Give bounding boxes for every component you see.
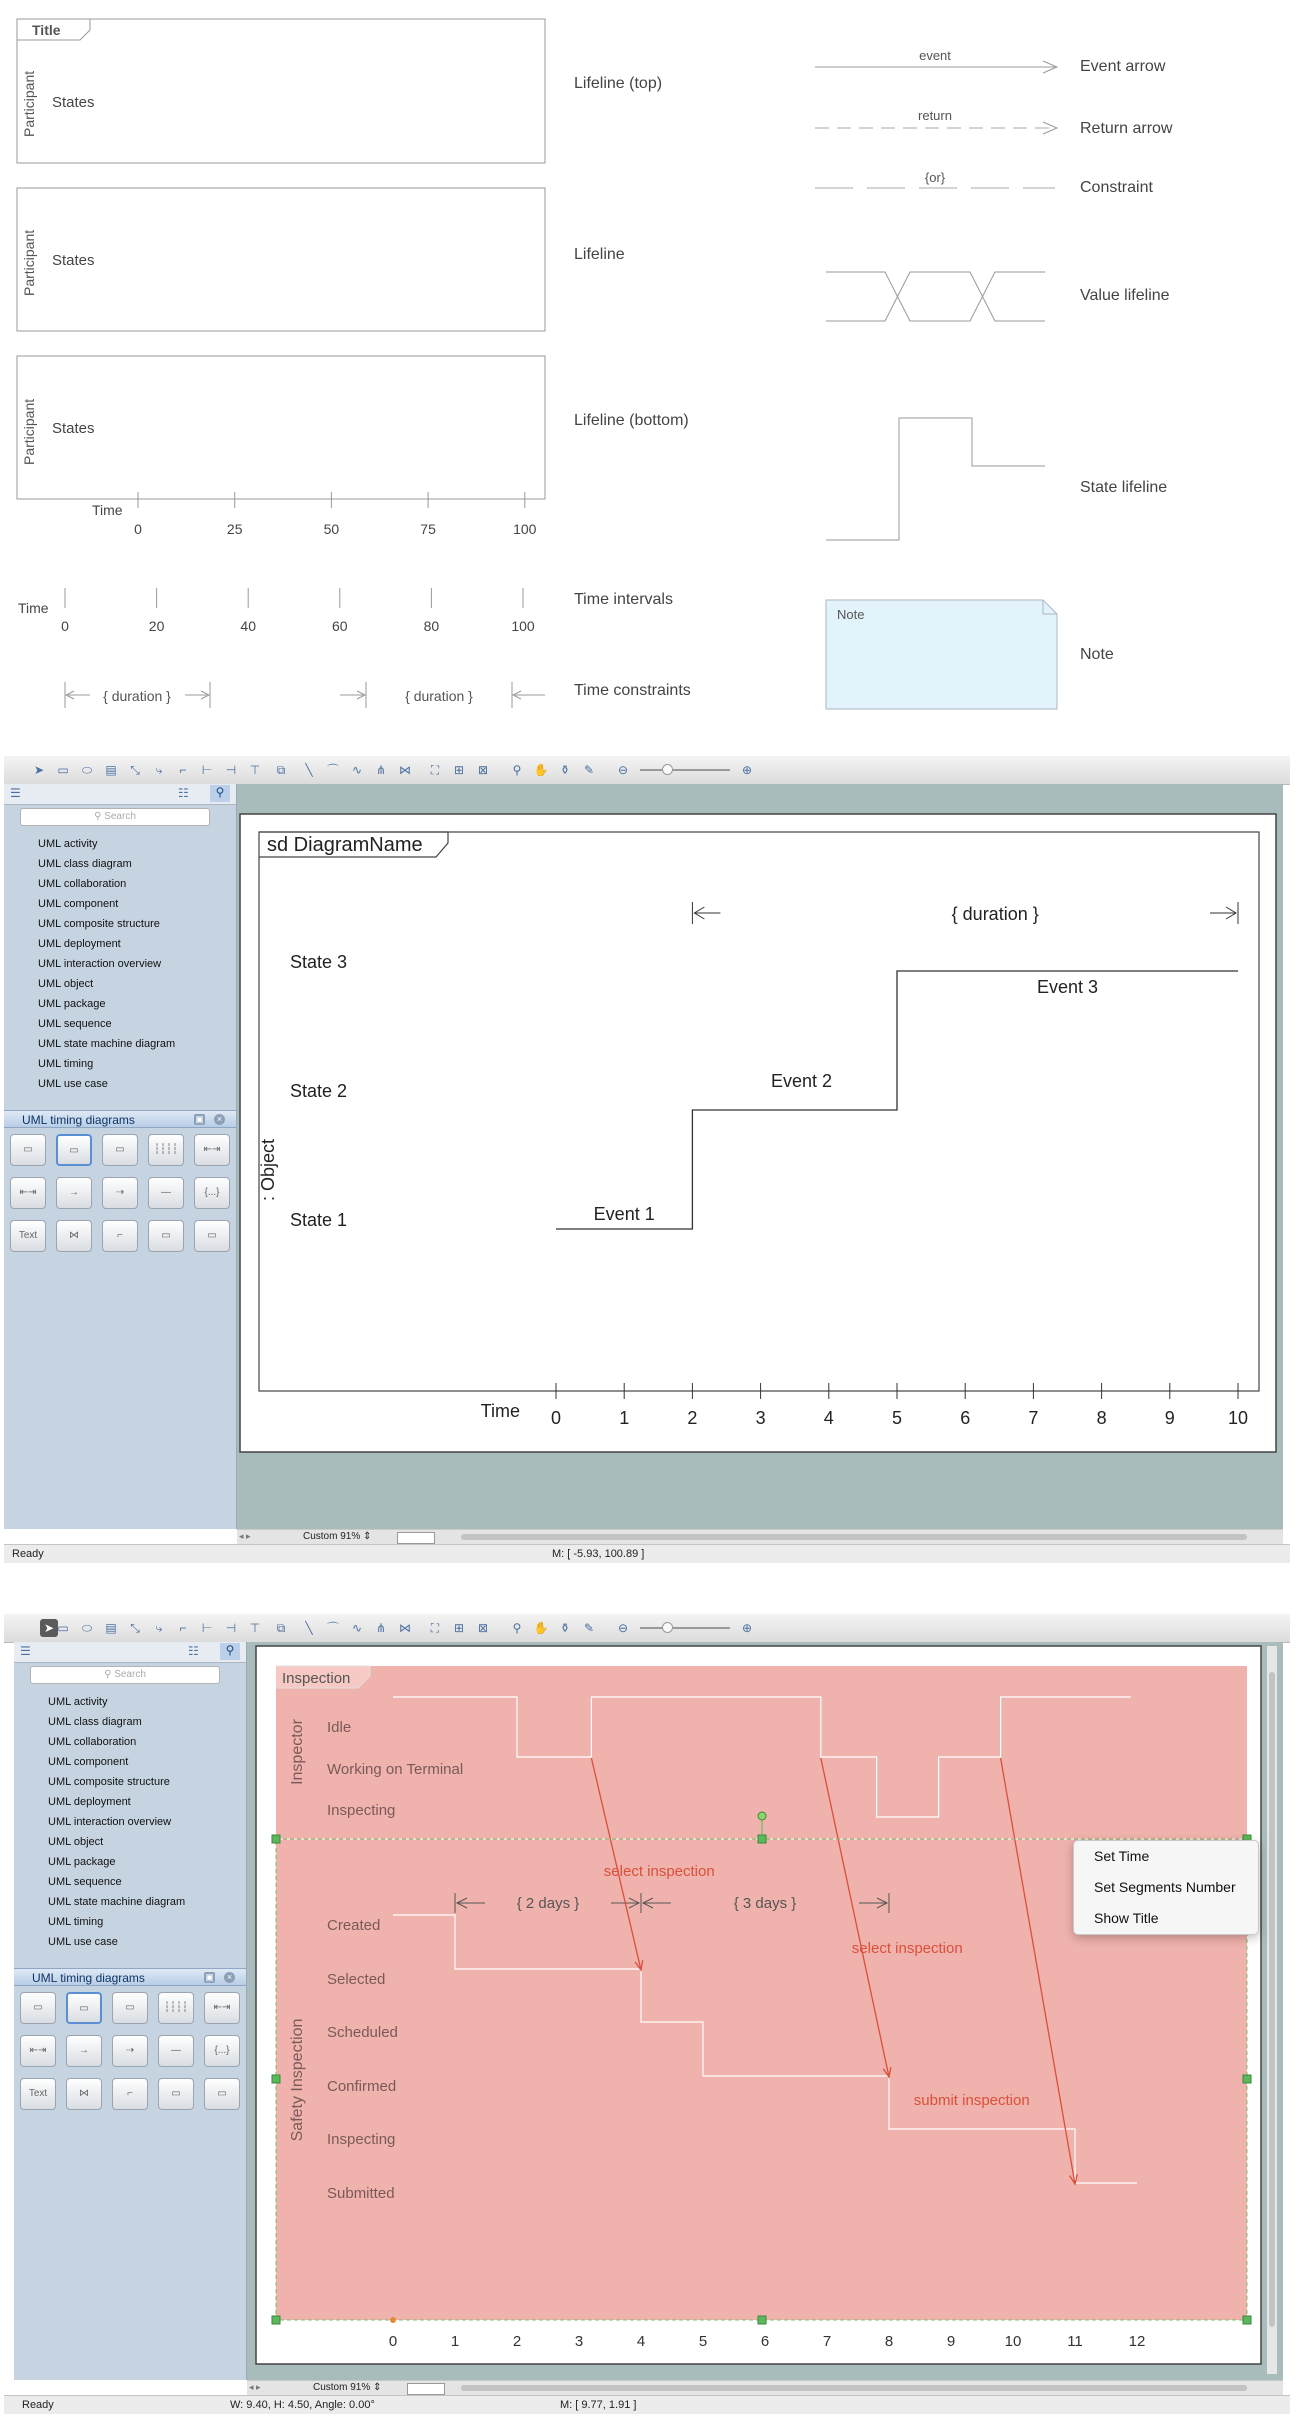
message-label: select inspection <box>851 1940 963 1957</box>
library-item[interactable]: UML class diagram <box>48 1716 142 1728</box>
lifeline-bottom-shape[interactable]: ▭ <box>112 1992 148 2024</box>
safety-state-label: Inspecting <box>327 2131 396 2148</box>
scroll-left-icon[interactable]: ◂ ▸ <box>249 2382 261 2392</box>
toolbar <box>4 756 1290 785</box>
tick-label: 10 <box>1227 1408 1249 1428</box>
duration-shape[interactable]: ⇤⇥ <box>20 2035 56 2067</box>
tick-label: 40 <box>240 618 256 634</box>
timing-frame-shape[interactable]: ▭ <box>20 1992 56 2024</box>
diagram-canvas[interactable] <box>247 1642 1283 2380</box>
library-item[interactable]: UML composite structure <box>38 918 160 930</box>
divider-shape[interactable]: — <box>158 2035 194 2067</box>
event-text: event <box>919 48 951 63</box>
tick-label: 4 <box>823 1408 834 1428</box>
library-item[interactable]: UML package <box>38 998 106 1010</box>
canvas-area <box>237 784 1283 1529</box>
tick-label: 2 <box>687 1408 698 1428</box>
library-item[interactable]: UML use case <box>38 1078 108 1090</box>
return-arrow-shape[interactable]: ⇢ <box>102 1177 138 1209</box>
zoom-selection-icon[interactable]: ⊞ <box>453 763 465 777</box>
search-tab-icon[interactable]: ⚲ <box>220 1643 240 1660</box>
mouse-coords: M: [ -5.93, 100.89 ] <box>552 1548 645 1560</box>
library-item[interactable]: UML activity <box>38 838 98 850</box>
library-item[interactable]: UML component <box>48 1756 129 1768</box>
participant-label: Participant <box>21 229 37 296</box>
constraint-label: Constraint <box>1080 179 1153 196</box>
library-item[interactable]: UML sequence <box>48 1876 122 1888</box>
pointer-icon[interactable]: ➤ <box>33 763 45 777</box>
tick-label: 0 <box>388 2333 398 2350</box>
brace-shape-label: {...} <box>214 2045 230 2056</box>
note-shape[interactable]: ▭ <box>158 2078 194 2110</box>
library-item[interactable]: UML class diagram <box>38 858 132 870</box>
ellipse-icon[interactable]: ⬭ <box>81 763 93 777</box>
library-item[interactable]: UML interaction overview <box>38 958 162 970</box>
resize-handle[interactable] <box>272 2075 280 2083</box>
time-constraints-label: Time constraints <box>574 682 691 699</box>
tree-connector-3-icon[interactable]: ⊤ <box>249 1621 261 1635</box>
stamp-icon[interactable]: ⚱ <box>559 763 571 777</box>
tick-label: 0 <box>134 521 142 537</box>
time-constraint-shape[interactable]: ⇤⇥ <box>194 1134 230 1166</box>
tick-label: 5 <box>891 1408 903 1428</box>
insert-icon[interactable]: ⧉ <box>276 763 286 777</box>
time-constraint-shape[interactable]: ⇤⇥ <box>204 1992 240 2024</box>
canvas-area <box>247 1642 1283 2380</box>
duration-label: { 3 days } <box>733 1895 797 1912</box>
eyedropper-icon[interactable]: ✎ <box>583 763 595 777</box>
tick-label: 1 <box>619 1408 630 1428</box>
or-text: {or} <box>924 170 946 185</box>
sidebar-tabs <box>14 1642 246 1663</box>
show-title-menu-item[interactable]: Show Title <box>1094 1910 1159 1926</box>
state-label: State 3 <box>290 952 348 972</box>
close-section-icon[interactable]: × <box>214 1114 225 1125</box>
frame-title: Title <box>32 22 61 38</box>
safety-state-label: Selected <box>327 1971 386 1988</box>
section-header[interactable] <box>14 1968 246 1986</box>
search-input[interactable] <box>30 1666 220 1684</box>
library-item[interactable]: UML timing <box>48 1916 104 1928</box>
return-text: return <box>918 108 952 123</box>
page-navigator[interactable] <box>407 2383 445 2395</box>
diagram-canvas[interactable] <box>237 784 1283 1529</box>
states-label: States <box>52 94 95 111</box>
status-bar <box>4 1544 1290 1563</box>
tick-label: 11 <box>1067 2333 1083 2350</box>
event-arrow-label: Event arrow <box>1080 58 1166 75</box>
page-navigator[interactable] <box>397 1532 435 1544</box>
value-lifeline-shape[interactable]: ⋈ <box>66 2078 102 2110</box>
text-shape[interactable] <box>10 1220 46 1252</box>
note-shape[interactable]: ▭ <box>148 1220 184 1252</box>
constraint-shape[interactable] <box>204 2035 240 2067</box>
lifeline-top-label: Lifeline (top) <box>574 75 663 92</box>
library-item[interactable]: UML state machine diagram <box>48 1896 186 1908</box>
tick-label: 0 <box>61 618 69 634</box>
zoom-select[interactable]: Custom 91% ⇕ <box>313 2382 382 2393</box>
pointer-icon[interactable]: ➤ <box>40 1619 58 1637</box>
save-section-icon[interactable]: ▣ <box>205 1972 214 1982</box>
tick-label: 3 <box>755 1408 766 1428</box>
line-icon[interactable]: ╲ <box>305 1621 313 1635</box>
states-label: States <box>52 252 95 269</box>
insert-icon[interactable]: ⧉ <box>276 1621 286 1635</box>
library-item[interactable]: UML activity <box>48 1696 108 1708</box>
return-arrow-shape[interactable]: ⇢ <box>112 2035 148 2067</box>
tick-label: 8 <box>1096 1408 1107 1428</box>
timing-frame-shape[interactable]: ▭ <box>10 1134 46 1166</box>
zoom-fit-icon[interactable]: ⛶ <box>430 1621 440 1635</box>
duration-label: { duration } <box>103 688 171 704</box>
zoom-value: Custom 91% <box>303 1531 361 1542</box>
safety-state-label: Submitted <box>327 2185 395 2202</box>
bezier-icon[interactable]: ∿ <box>351 763 363 777</box>
time-label: Time <box>18 600 49 616</box>
tick-label: 5 <box>698 2333 708 2350</box>
duration-label: { 2 days } <box>516 1895 580 1912</box>
tree-connector-icon[interactable]: ⊢ <box>201 1621 213 1635</box>
message-label: select inspection <box>603 1863 715 1880</box>
zoom-slider-knob[interactable] <box>662 1622 673 1633</box>
sidebar <box>14 1642 247 2380</box>
section-title: UML timing diagrams <box>22 1113 135 1127</box>
curved-connector-icon[interactable]: ⤷ <box>155 1621 163 1635</box>
status-text: Ready <box>12 1548 44 1560</box>
inspector-state-label: Inspecting <box>327 1802 396 1819</box>
frame-shape[interactable]: ▭ <box>194 1220 230 1252</box>
resize-handle[interactable] <box>1243 2316 1251 2324</box>
library-item[interactable]: UML collaboration <box>38 878 127 890</box>
inspector-lane-label: Inspector <box>289 1719 306 1785</box>
context-menu <box>1073 1840 1259 1935</box>
tick-label: 80 <box>423 618 440 634</box>
note-label: Note <box>1080 646 1114 663</box>
tick-label: 20 <box>148 618 165 634</box>
inspector-state-label: Working on Terminal <box>327 1761 464 1778</box>
horizontal-scrollbar[interactable] <box>247 2380 1283 2395</box>
vertical-scroll-thumb[interactable] <box>1269 1672 1275 2327</box>
tick-label: 50 <box>323 521 340 537</box>
tick-label: 6 <box>960 1408 971 1428</box>
size-info: W: 9.40, H: 4.50, Angle: 0.00° <box>230 2399 375 2411</box>
zoom-fit-icon[interactable]: ⛶ <box>430 763 440 777</box>
text-shape-label: Text <box>28 2088 48 2099</box>
event-label: Event 2 <box>770 1071 833 1091</box>
tick-label: 6 <box>760 2333 770 2350</box>
inspection-title: Inspection <box>282 1670 351 1687</box>
duration-shape[interactable]: ⇤⇥ <box>10 1177 46 1209</box>
sidebar <box>4 784 237 1529</box>
connector-icon[interactable]: ⤡ <box>130 1621 140 1635</box>
search-placeholder: Search <box>104 811 136 822</box>
tree-connector-3-icon[interactable]: ⊤ <box>249 763 261 777</box>
duration-label: { duration } <box>951 904 1039 924</box>
interval-ticks <box>61 588 535 634</box>
resize-handle[interactable] <box>758 2316 766 2324</box>
tree-connector-2-icon[interactable]: ⊣ <box>225 1621 237 1635</box>
split-icon[interactable]: ⋈ <box>399 1621 411 1635</box>
tick-label: 60 <box>332 618 348 634</box>
tick-label: 1 <box>450 2333 460 2350</box>
return-arrow-label: Return arrow <box>1080 120 1173 137</box>
library-list <box>4 834 236 1094</box>
state-label: State 1 <box>290 1210 348 1230</box>
event-arrow-shape[interactable]: → <box>66 2035 102 2067</box>
tick-label: 9 <box>946 2333 956 2350</box>
app-window-1 <box>4 756 1290 1562</box>
library-item[interactable]: UML state machine diagram <box>38 1038 176 1050</box>
search-icon: ⚲ <box>94 811 105 822</box>
magnifier-icon[interactable]: ⚲ <box>512 763 522 777</box>
smart-connector-icon[interactable]: ⋔ <box>375 763 387 777</box>
resize-handle[interactable] <box>1243 2075 1251 2083</box>
tick-label: 10 <box>1004 2333 1022 2350</box>
status-bar <box>4 2395 1290 2414</box>
time-intervals-shape[interactable]: ┆┆┆┆ <box>148 1134 184 1166</box>
sd-frame-title: sd DiagramName <box>267 834 423 856</box>
state-lifeline-shape[interactable]: ⌐ <box>102 1220 138 1252</box>
connector-icon[interactable]: ⤡ <box>130 763 140 777</box>
horizontal-scrollbar[interactable] <box>237 1529 1283 1544</box>
resize-handle[interactable] <box>272 2316 280 2324</box>
scroll-thumb[interactable] <box>461 1534 1247 1540</box>
divider-shape[interactable]: — <box>148 1177 184 1209</box>
save-section-icon[interactable]: ▣ <box>195 1114 204 1124</box>
safety-state-label: Created <box>327 1917 381 1934</box>
zoom-select[interactable]: Custom 91% ⇕ <box>303 1531 372 1542</box>
rectangle-icon[interactable]: ▭ <box>57 763 69 777</box>
stamp-icon[interactable]: ⚱ <box>559 1621 571 1635</box>
lifeline-label: Lifeline <box>574 246 625 263</box>
library-item[interactable]: UML package <box>48 1856 116 1868</box>
event-label: Event 3 <box>1036 977 1099 997</box>
tick-label: 0 <box>550 1408 562 1428</box>
page <box>240 814 1276 1452</box>
curved-connector-icon[interactable]: ⤷ <box>155 763 163 777</box>
resize-handle[interactable] <box>272 1835 280 1843</box>
section-header[interactable] <box>4 1110 236 1128</box>
control-point[interactable] <box>390 2317 396 2323</box>
ellipse-icon[interactable]: ⬭ <box>81 1621 93 1635</box>
constraint-shape <box>815 170 1055 188</box>
rotate-handle[interactable] <box>758 1812 766 1820</box>
frame-lifeline-bottom <box>17 356 545 537</box>
lifeline-top-shape[interactable]: ▭ <box>56 1134 92 1166</box>
value-lifeline-shape[interactable]: ⋈ <box>56 1220 92 1252</box>
library-item[interactable]: UML component <box>38 898 119 910</box>
zoom-slider-knob[interactable] <box>662 764 673 775</box>
mouse-coords: M: [ 9.77, 1.91 ] <box>560 2399 637 2411</box>
zoom-page-icon[interactable]: ⊠ <box>477 1621 489 1635</box>
status-text: Ready <box>22 2399 54 2411</box>
participant-label: Participant <box>21 398 37 465</box>
time-intervals-shape[interactable]: ┆┆┆┆ <box>158 1992 194 2024</box>
sidebar-tabs <box>4 784 236 805</box>
library-item[interactable]: UML composite structure <box>48 1776 170 1788</box>
library-item[interactable]: UML deployment <box>38 938 121 950</box>
search-placeholder: Search <box>114 1669 146 1680</box>
text-shape-label: Text <box>18 1230 38 1241</box>
lifeline-bottom-shape[interactable]: ▭ <box>102 1134 138 1166</box>
library-item[interactable]: UML use case <box>48 1936 118 1948</box>
brace-shape-label: {...} <box>204 1187 220 1198</box>
tree-view-icon[interactable]: ☰ <box>20 1644 31 1658</box>
table-icon[interactable]: ▤ <box>105 1621 117 1635</box>
tick-label: 4 <box>636 2333 646 2350</box>
zoom-out-icon[interactable]: ⊖ <box>617 1621 629 1635</box>
library-item[interactable]: UML object <box>48 1836 104 1848</box>
safety-lane-label: Safety Inspection <box>289 2018 306 2142</box>
lifeline-top-shape[interactable]: ▭ <box>66 1992 102 2024</box>
zoom-slider[interactable] <box>640 769 730 771</box>
time-intervals-label: Time intervals <box>574 591 673 608</box>
event-arrow-shape[interactable]: → <box>56 1177 92 1209</box>
zoom-in-icon[interactable]: ⊕ <box>741 1621 753 1635</box>
tick-label: 100 <box>511 618 535 634</box>
note-text: Note <box>837 607 865 622</box>
smart-connector-icon[interactable]: ⋔ <box>375 1621 387 1635</box>
state-label: State 2 <box>290 1081 348 1101</box>
state-lifeline-shape <box>826 418 1045 540</box>
library-item[interactable]: UML timing <box>38 1058 94 1070</box>
frame-shape[interactable]: ▭ <box>204 2078 240 2110</box>
tick-label: 9 <box>1164 1408 1175 1428</box>
scroll-thumb[interactable] <box>461 2385 1247 2391</box>
tick-label: 3 <box>574 2333 584 2350</box>
state-lifeline-label: State lifeline <box>1080 479 1168 496</box>
library-list <box>14 1692 246 1952</box>
magnifier-icon[interactable]: ⚲ <box>512 1621 522 1635</box>
list-view-icon[interactable]: ☷ <box>178 786 189 800</box>
elbow-connector-icon[interactable]: ⌐ <box>179 1621 187 1635</box>
section-title: UML timing diagrams <box>32 1971 145 1985</box>
search-input[interactable] <box>20 808 210 826</box>
tick-label: 25 <box>226 521 243 537</box>
zoom-value: Custom 91% <box>313 2382 371 2393</box>
frame-lifeline <box>17 188 545 331</box>
zoom-page-icon[interactable]: ⊠ <box>477 763 489 777</box>
lifeline-bottom-label: Lifeline (bottom) <box>574 412 689 429</box>
library-item[interactable]: UML interaction overview <box>48 1816 172 1828</box>
return-arrow-shape <box>815 108 1057 134</box>
tick-label: 7 <box>1028 1408 1039 1428</box>
zoom-slider[interactable] <box>640 1627 730 1629</box>
participant-label: Participant <box>21 70 37 137</box>
event-label: Event 1 <box>593 1204 655 1224</box>
app-window-2 <box>4 1614 1290 2414</box>
arc-icon[interactable]: ⌒ <box>326 763 339 777</box>
toolbar <box>4 1614 1290 1643</box>
tick-label: 75 <box>420 521 436 537</box>
constraint-shape[interactable] <box>194 1177 230 1209</box>
time-label: Time <box>92 502 123 518</box>
tick-label: 100 <box>513 521 537 537</box>
time-axis-label: Time <box>480 1401 520 1421</box>
time-intervals <box>18 588 535 634</box>
split-icon[interactable]: ⋈ <box>399 763 411 777</box>
safety-state-label: Confirmed <box>327 2078 397 2095</box>
zoom-in-icon[interactable]: ⊕ <box>741 763 753 777</box>
tree-connector-icon[interactable]: ⊢ <box>201 763 213 777</box>
library-item[interactable]: UML object <box>38 978 94 990</box>
search-tab-icon[interactable]: ⚲ <box>210 785 230 802</box>
tick-label: 12 <box>1128 2333 1146 2350</box>
lifeline-name: : Object <box>258 1138 278 1202</box>
event-arrow-shape <box>815 48 1057 73</box>
list-view-icon[interactable]: ☷ <box>188 1644 199 1658</box>
line-icon[interactable]: ╲ <box>305 763 313 777</box>
close-section-icon[interactable]: × <box>224 1972 235 1983</box>
tick-label: 8 <box>884 2333 894 2350</box>
text-shape[interactable] <box>20 2078 56 2110</box>
tree-view-icon[interactable]: ☰ <box>10 786 21 800</box>
arc-icon[interactable]: ⌒ <box>326 1621 339 1635</box>
states-label: States <box>52 420 95 437</box>
tick-label: 2 <box>512 2333 522 2350</box>
eyedropper-icon[interactable]: ✎ <box>583 1621 595 1635</box>
table-icon[interactable]: ▤ <box>105 763 117 777</box>
value-lifeline-shape <box>826 272 1045 321</box>
stencil-preview <box>0 0 1300 720</box>
set-segments-number-menu-item[interactable]: Set Segments Number <box>1094 1879 1236 1895</box>
value-lifeline-label: Value lifeline <box>1080 287 1170 304</box>
duration-label: { duration } <box>405 688 473 704</box>
search-icon: ⚲ <box>104 1669 115 1680</box>
message-label: submit inspection <box>913 2092 1030 2109</box>
safety-state-label: Scheduled <box>327 2024 398 2041</box>
library-item[interactable]: UML collaboration <box>48 1736 137 1748</box>
note-shape <box>826 600 1057 709</box>
elbow-connector-icon[interactable]: ⌐ <box>179 763 187 777</box>
state-lifeline-shape[interactable]: ⌐ <box>112 2078 148 2110</box>
tree-connector-2-icon[interactable]: ⊣ <box>225 763 237 777</box>
hand-icon[interactable]: ✋ <box>533 1621 549 1635</box>
bezier-icon[interactable]: ∿ <box>351 1621 363 1635</box>
frame-lifeline-top <box>17 19 545 163</box>
scroll-left-icon[interactable]: ◂ ▸ <box>239 1531 251 1541</box>
library-item[interactable]: UML deployment <box>48 1796 131 1808</box>
zoom-out-icon[interactable]: ⊖ <box>617 763 629 777</box>
tick-label: 7 <box>822 2333 832 2350</box>
library-item[interactable]: UML sequence <box>38 1018 112 1030</box>
zoom-selection-icon[interactable]: ⊞ <box>453 1621 465 1635</box>
rectangle-icon[interactable]: ▭ <box>57 1621 69 1635</box>
hand-icon[interactable]: ✋ <box>533 763 549 777</box>
inspector-state-label: Idle <box>327 1719 352 1736</box>
set-time-menu-item[interactable]: Set Time <box>1094 1848 1150 1864</box>
